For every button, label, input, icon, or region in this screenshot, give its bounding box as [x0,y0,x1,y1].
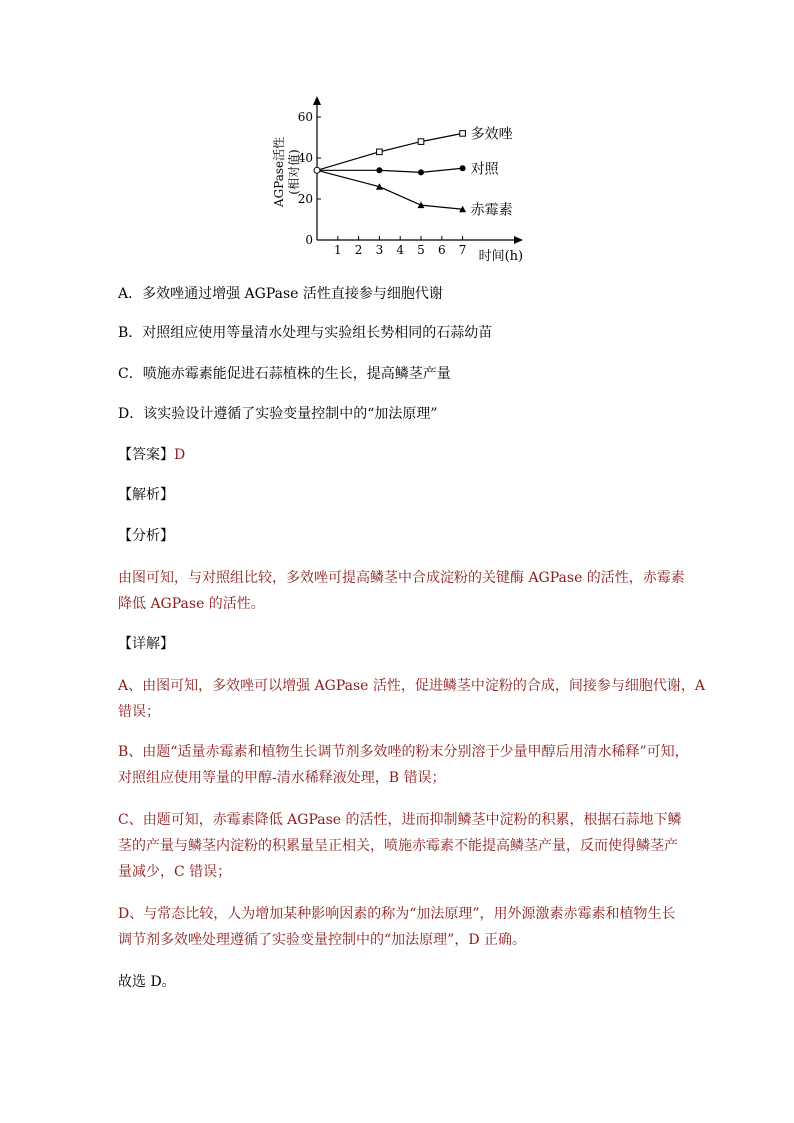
detail-heading: 【详解】 [118,636,174,652]
y-axis-label: AGPase活性 [272,136,286,208]
fenxi-heading: 【分析】 [118,528,174,544]
detail-a-2: 错误； [118,704,160,720]
x-tick-label: 2 [354,243,363,257]
series-line [317,170,463,209]
x-axis-label: 时间(h) [478,249,524,264]
data-point [418,139,424,145]
answer-value: D [174,447,186,463]
data-point [418,169,424,175]
x-axis-arrow [514,236,523,244]
detail-c-3: 量减少，C 错误； [118,864,232,880]
y-tick-label: 60 [297,110,313,124]
fenxi-text-1: 由图可知，与对照组比较，多效唑可提高鳞茎中合成淀粉的关键酶 AGPase 的活性，赤霉素 [118,570,685,586]
conclusion: 故选 D。 [118,974,176,990]
detail-b-2: 对照组应使用等量的甲醇-清水稀释液处理，B 错误； [118,770,446,786]
answer-line [118,442,185,468]
y-axis-arrow [313,96,321,105]
series-line [317,168,463,172]
detail-b-1: B、由题“适量赤霉素和植物生长调节剂多效唑的粉末分别溶于少量甲醇后用清水稀释”可知， [118,744,689,760]
data-point [460,165,466,171]
data-point [376,167,382,173]
fenxi-text-2: 降低 AGPase 的活性。 [118,596,265,612]
origin-label: 0 [305,233,313,247]
series-label: 赤霉素 [470,202,513,219]
option-c: C．喷施赤霉素能促进石蒜植株的生长，提高鳞茎产量 [118,366,451,382]
series-line [317,133,463,170]
detail-d-2: 调节剂多效唑处理遵循了实验变量控制中的“加法原理”，D 正确。 [118,932,526,948]
agpase-activity-chart [255,92,545,264]
analysis-heading: 【解析】 [118,487,174,503]
data-point [460,131,466,137]
x-tick-label: 6 [437,243,446,257]
x-tick-label: 4 [396,243,405,257]
y-tick-label: 40 [297,151,313,165]
x-tick-label: 1 [333,243,342,257]
data-point [377,149,383,155]
x-tick-label: 5 [417,243,425,257]
detail-d-1: D、与常态比较，人为增加某种影响因素的称为“加法原理”，用外源激素赤霉素和植物生长 [118,906,676,922]
series-label: 对照 [470,161,499,178]
y-axis-label-unit: (相对值) [287,149,301,195]
option-b: B．对照组应使用等量清水处理与实验组长势相同的石蒜幼苗 [118,325,493,341]
x-tick-label: 3 [375,243,384,257]
option-a: A．多效唑通过增强 AGPase 活性直接参与细胞代谢 [118,286,443,302]
series-label: 多效唑 [470,126,513,143]
detail-c-2: 茎的产量与鳞茎内淀粉的积累量呈正相关，喷施赤霉素不能提高鳞茎产量，反而使得鳞茎产 [118,838,678,854]
x-tick-label: 7 [458,243,467,257]
detail-a-1: A、由图可知，多效唑可以增强 AGPase 活性，促进鳞茎中淀粉的合成，间接参与细胞代谢，A [118,678,706,694]
answer-label: 【答案】 [118,447,174,463]
y-tick-label: 20 [297,192,313,206]
detail-c-1: C、由题可知，赤霉素降低 AGPase 的活性，进而抑制鳞茎中淀粉的积累，根据石蒜地下鳞 [118,812,682,828]
data-point [314,167,320,173]
option-d: D．该实验设计遵循了实验变量控制中的“加法原理” [118,406,438,422]
